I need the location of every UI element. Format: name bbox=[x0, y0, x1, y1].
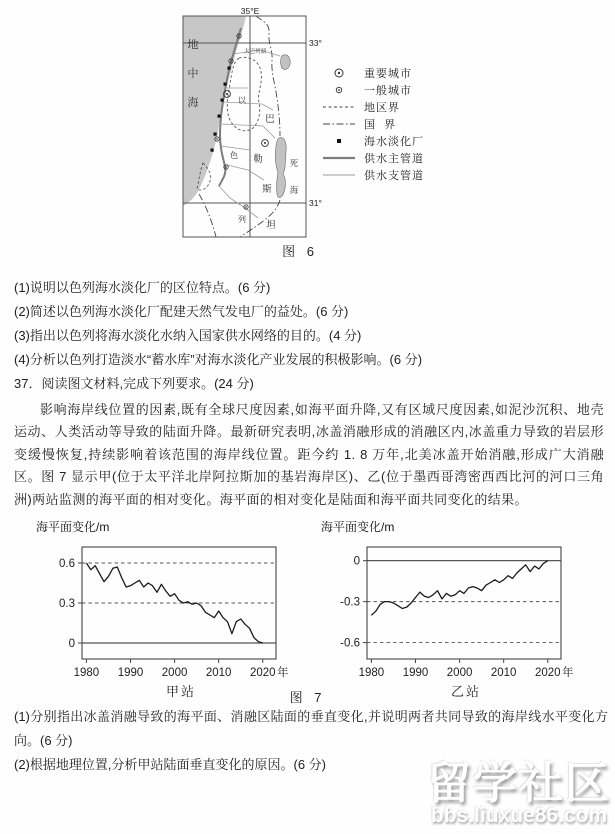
watermark-title: 留学社区 bbox=[427, 759, 611, 808]
question-37-2: (2)根据地理位置,分析甲站陆面垂直变化的原因。(6 分) bbox=[14, 757, 327, 772]
chart-yi-plot bbox=[315, 537, 615, 679]
chart-station-yi bbox=[315, 518, 615, 700]
figure7-caption: 图 7 bbox=[289, 690, 326, 705]
israel-label-chars bbox=[230, 96, 247, 224]
x-tick-label: 1990 bbox=[117, 667, 144, 679]
x-tick-label: 2000 bbox=[446, 667, 473, 679]
lake-tiberias-label: 太巴列湖 bbox=[244, 49, 267, 55]
city-markers-important bbox=[224, 91, 269, 147]
y-tick-label: 0 bbox=[353, 555, 360, 568]
chart-jia-ylabel: 海平面变化/m bbox=[36, 520, 110, 534]
legend-row-ordinary-city: 一般城市 bbox=[322, 81, 452, 98]
question37-passage: 影响海岸线位置的因素,既有全球尺度因素,如海平面升降,又有区域尺度因素,如泥沙沉积、地壳运动、人类活动等导致的陆面升降。最新研究表明,冰盖消融形成的消融区内,冰盖重力导致的岩层形变缓慢恢复,持续影响着该范围的海岸线位置。距今约 1. 8 万年,北美冰盖开始消融,形成广大消融区。图 7 显示甲(位于太平洋北岸阿拉斯加的基岩海岸区)、乙(位于墨西哥湾密西西比河的河口三角洲)两站监测的海平面的相对变化。海平面的相对变化是陆面和海平面共同变化的结果。 bbox=[14, 402, 604, 507]
chart-station-jia bbox=[30, 518, 332, 700]
y-tick-label: -0.6 bbox=[340, 637, 360, 650]
x-tick-label: 2020 bbox=[249, 667, 276, 679]
question-37-header: 37．阅读图文材料,完成下列要求。(24 分) bbox=[14, 376, 254, 391]
legend-row-desalination-plant: 海水淡化厂 bbox=[322, 132, 452, 149]
question37-block bbox=[14, 705, 608, 777]
watermark-url: bbs.liuxue86.com bbox=[430, 804, 608, 827]
y-tick-label: -0.3 bbox=[340, 596, 360, 609]
main-pipe-icon bbox=[322, 152, 356, 164]
figure6-legend bbox=[322, 64, 452, 183]
legend-row-important-city: 重要城市 bbox=[322, 64, 452, 81]
question-36-2: (2)简述以色列海水淡化厂配建天然气发电厂的益处。(6 分) bbox=[14, 304, 349, 319]
x-unit-label: 年 bbox=[562, 667, 574, 679]
ordinary-city-icon bbox=[322, 84, 356, 96]
svg-text:坦: 坦 bbox=[266, 220, 276, 231]
lake-tiberias-shape bbox=[281, 55, 291, 70]
dead-sea-shape bbox=[275, 138, 286, 198]
important-city-icon bbox=[322, 67, 356, 79]
lon-label-35e: 35°E bbox=[240, 8, 260, 16]
question-36-1: (1)说明以色列海水淡化厂的区位特点。(6 分) bbox=[14, 280, 271, 295]
chart-yi-ylabel: 海平面变化/m bbox=[321, 520, 395, 534]
svg-text:斯: 斯 bbox=[262, 184, 272, 195]
chart-yi-station-label: 乙站 bbox=[450, 684, 481, 699]
svg-text:巴: 巴 bbox=[265, 114, 275, 125]
district-boundary-icon bbox=[322, 101, 356, 113]
question-37-1: (1)分别指出冰盖消融导致的海平面、消融区陆面的垂直变化,并说明两者共同导致的海岸线水平变化方向。(6 分) bbox=[14, 709, 608, 748]
x-tick-label: 2000 bbox=[161, 667, 188, 679]
legend-row-national-boundary: 国 界 bbox=[322, 115, 452, 132]
legend-row-branch-pipe: 供水支管道 bbox=[322, 166, 452, 183]
question-36-4: (4)分析以色列打造淡水“蓄水库”对海水淡化产业发展的积极影响。(6 分) bbox=[14, 352, 423, 367]
palestine-label-chars bbox=[253, 114, 276, 231]
legend-row-main-pipe: 供水主管道 bbox=[322, 149, 452, 166]
x-tick-label: 2010 bbox=[490, 667, 517, 679]
chart-jia-plot bbox=[30, 537, 332, 679]
lat-label-33: 33° bbox=[309, 38, 322, 48]
x-tick-label: 2020 bbox=[534, 667, 561, 679]
mediterranean-sea-label: 地中海 bbox=[187, 39, 199, 109]
x-tick-label: 1990 bbox=[402, 667, 429, 679]
legend-row-district-boundary: 地区界 bbox=[322, 98, 452, 115]
y-tick-label: 0 bbox=[68, 638, 75, 650]
y-tick-label: 0.3 bbox=[59, 598, 75, 610]
question36-block bbox=[14, 276, 608, 396]
svg-text:勒: 勒 bbox=[253, 154, 263, 165]
y-tick-label: 0.6 bbox=[59, 558, 75, 570]
branch-pipe-icon bbox=[322, 169, 356, 181]
svg-text:色: 色 bbox=[230, 151, 238, 160]
x-unit-label: 年 bbox=[277, 667, 289, 679]
svg-text:列: 列 bbox=[238, 215, 246, 224]
chart-jia-station-label: 甲站 bbox=[165, 684, 196, 699]
lat-label-31: 31° bbox=[309, 198, 322, 208]
x-tick-label: 2010 bbox=[205, 667, 232, 679]
desalination-plant-icon bbox=[322, 139, 356, 143]
x-tick-label: 1980 bbox=[73, 667, 100, 679]
x-tick-label: 1980 bbox=[358, 667, 385, 679]
dead-sea-label: 死海 bbox=[289, 158, 299, 195]
question-36-3: (3)指出以色列将海水淡化水纳入国家供水网络的目的。(4 分) bbox=[14, 328, 362, 343]
series-line bbox=[371, 561, 547, 616]
national-boundary-icon bbox=[322, 118, 356, 130]
figure6-map bbox=[170, 8, 330, 258]
figure6-caption: 图 6 bbox=[282, 244, 318, 259]
svg-text:以: 以 bbox=[238, 96, 246, 105]
